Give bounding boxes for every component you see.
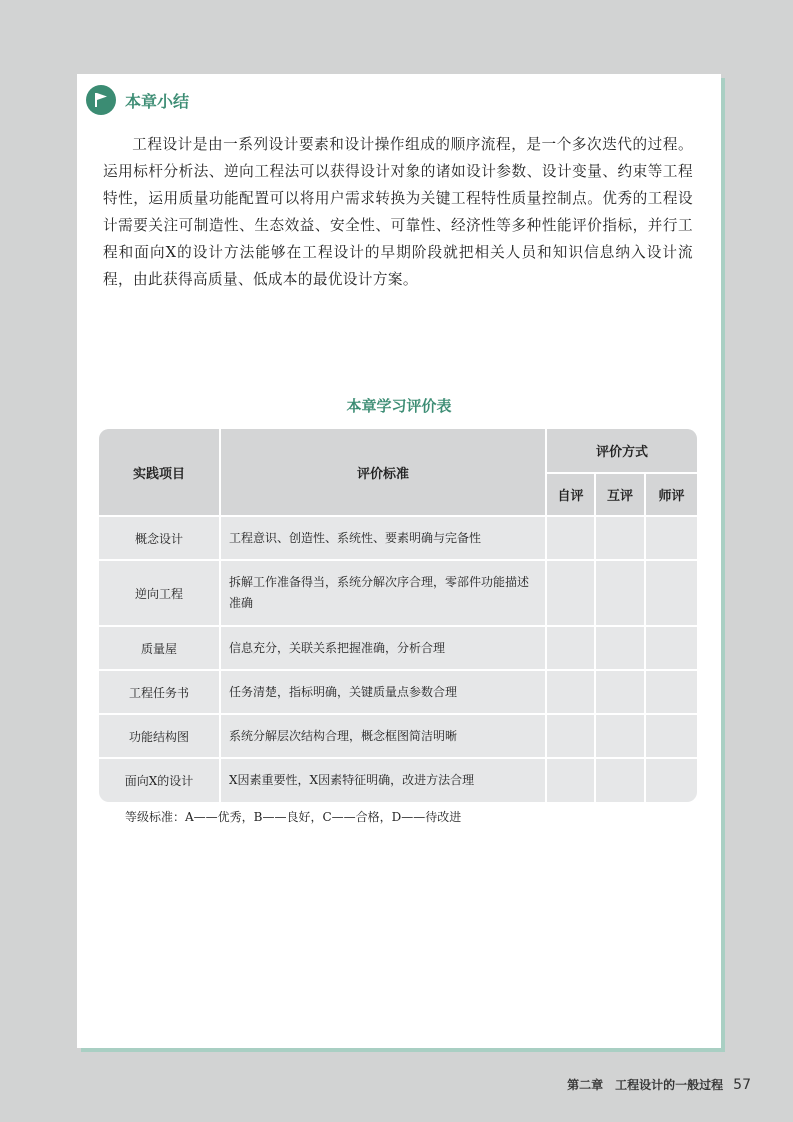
peer-eval-cell[interactable] <box>595 758 645 802</box>
evaluation-table <box>99 429 697 802</box>
table-row <box>99 670 697 714</box>
teacher-eval-cell[interactable] <box>645 758 697 802</box>
grade-note: 等级标准：A——优秀，B——良好，C——合格，D——待改进 <box>125 810 462 824</box>
table-row <box>99 626 697 670</box>
self-eval-cell[interactable] <box>546 516 595 560</box>
self-eval-cell[interactable] <box>546 714 595 758</box>
peer-eval-cell[interactable] <box>595 516 645 560</box>
row-item: 工程任务书 <box>99 670 220 714</box>
peer-eval-cell[interactable] <box>595 560 645 626</box>
teacher-eval-cell[interactable] <box>645 714 697 758</box>
row-item: 逆向工程 <box>99 560 220 626</box>
header-peer: 互评 <box>595 473 645 516</box>
peer-eval-cell[interactable] <box>595 714 645 758</box>
header-teacher: 师评 <box>645 473 697 516</box>
header-method: 评价方式 <box>546 429 697 473</box>
page-number: 57 <box>733 1077 751 1093</box>
row-criteria: 拆解工作准备得当，系统分解次序合理，零部件功能描述准确 <box>220 560 546 626</box>
row-item: 面向X的设计 <box>99 758 220 802</box>
header-item: 实践项目 <box>99 429 220 516</box>
section-header <box>86 85 189 115</box>
page-footer <box>567 1076 751 1093</box>
peer-eval-cell[interactable] <box>595 626 645 670</box>
table-row <box>99 516 697 560</box>
table-row <box>99 560 697 626</box>
peer-eval-cell[interactable] <box>595 670 645 714</box>
footer-chapter: 第二章 工程设计的一般过程 <box>567 1078 724 1092</box>
row-item: 功能结构图 <box>99 714 220 758</box>
table-title: 本章学习评价表 <box>346 397 452 415</box>
teacher-eval-cell[interactable] <box>645 626 697 670</box>
table-row <box>99 758 697 802</box>
summary-paragraph: 工程设计是由一系列设计要素和设计操作组成的顺序流程，是一个多次迭代的过程。运用标杆分析法、逆向工程法可以获得设计对象的诸如设计参数、设计变量、约束等工程特性，运用质量功能配置可以将用户需求转换为关键工程特性质量控制点。优秀的工程设计需要关注可制造性、生态效益、安全性、可靠性、经济性等多种性能评价指标，并行工程和面向X的设计方法能够在工程设计的早期阶段就把相关人员和知识信息纳入设计流程，由此获得高质量、低成本的最优设计方案。 <box>103 136 693 288</box>
row-criteria: X因素重要性，X因素特征明确，改进方法合理 <box>220 758 546 802</box>
section-title: 本章小结 <box>125 91 190 111</box>
self-eval-cell[interactable] <box>546 560 595 626</box>
flag-icon <box>86 85 116 115</box>
row-item: 质量屋 <box>99 626 220 670</box>
table-row <box>99 714 697 758</box>
row-criteria: 工程意识、创造性、系统性、要素明确与完备性 <box>220 516 546 560</box>
teacher-eval-cell[interactable] <box>645 560 697 626</box>
header-self: 自评 <box>546 473 595 516</box>
teacher-eval-cell[interactable] <box>645 516 697 560</box>
self-eval-cell[interactable] <box>546 670 595 714</box>
row-criteria: 信息充分，关联关系把握准确，分析合理 <box>220 626 546 670</box>
self-eval-cell[interactable] <box>546 626 595 670</box>
row-criteria: 系统分解层次结构合理，概念框图简洁明晰 <box>220 714 546 758</box>
teacher-eval-cell[interactable] <box>645 670 697 714</box>
self-eval-cell[interactable] <box>546 758 595 802</box>
row-criteria: 任务清楚，指标明确，关键质量点参数合理 <box>220 670 546 714</box>
page-sheet <box>77 74 721 1048</box>
row-item: 概念设计 <box>99 516 220 560</box>
header-criteria: 评价标准 <box>220 429 546 516</box>
